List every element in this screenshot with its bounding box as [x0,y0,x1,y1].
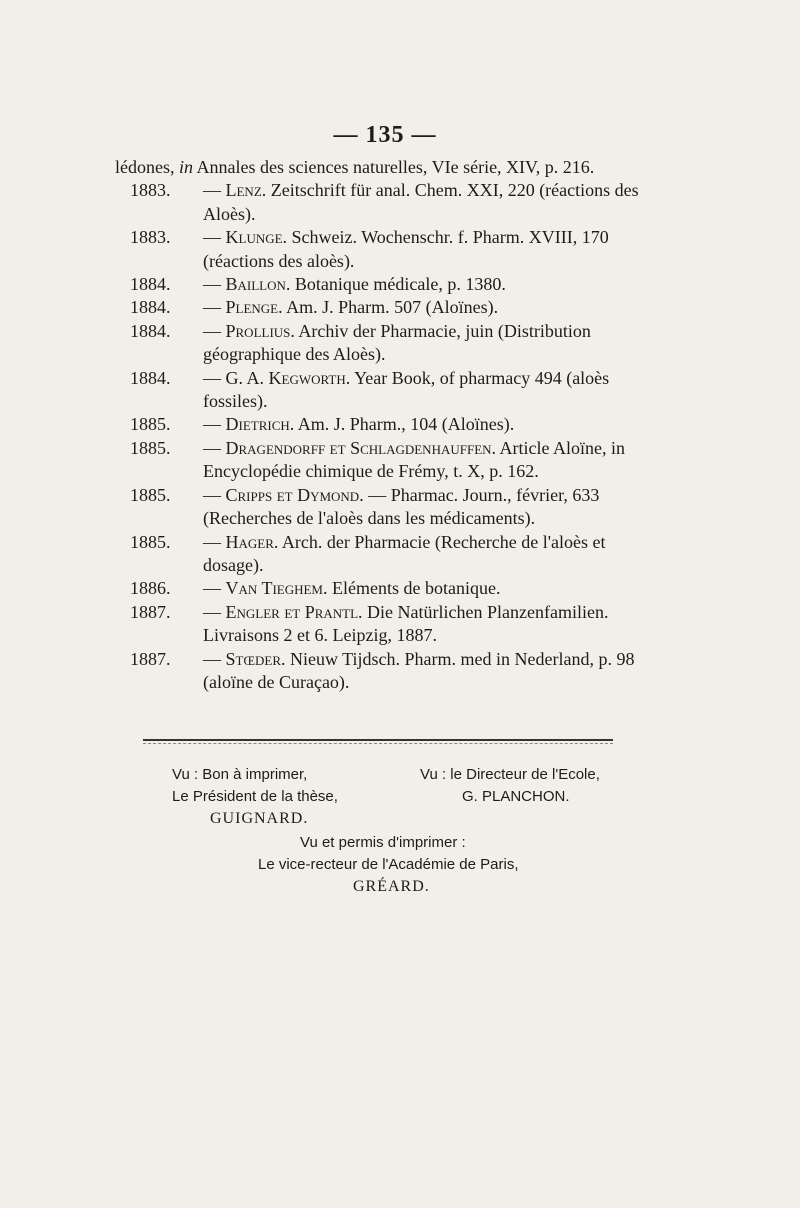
bibliography-entry [130,296,645,319]
entry-year: 1885. [130,414,171,435]
entry-text [203,437,645,484]
entry-author: Van Tieghem. [225,578,328,599]
entry-prefix: — [203,601,226,622]
entry-text [203,179,645,226]
divider-rule [143,739,613,741]
entry-citation: Archiv der Pharmacie, juin (Distribution géographique des Aloès). [203,320,591,365]
page-number: — 135 — [333,122,437,148]
entry-year: 1884. [130,274,171,295]
imprimatur-center-line1: Vu et permis d'imprimer : [300,834,466,851]
entry-author: Dietrich. [225,414,295,435]
entry-citation: Die Natürlichen Planzenfamilien. Livraisons 2 et 6. Leipzig, 1887. [203,601,609,646]
entry-citation: Nieuw Tijdsch. Pharm. med in Nederland, p. 98 (aloïne de Curaçao). [203,648,635,692]
entry-prefix: — [203,320,226,341]
entry-citation: Zeitschrift für anal. Chem. XXI, 220 (réactions des Aloès). [203,180,639,224]
entry-text [203,226,645,273]
entry-text [203,413,645,436]
entry-author: Hager. [225,531,279,552]
entry-prefix: — [203,484,226,505]
bibliography-entry [130,577,645,600]
imprimatur-left-line2: Le Président de la thèse, [172,788,338,805]
bibliography-entry [130,648,645,695]
imprimatur-block [0,762,800,912]
entry-text [203,577,645,600]
entry-prefix: — G. A. [203,367,269,388]
imprimatur-left-line1: Vu : Bon à imprimer, [172,766,308,783]
entry-citation: Arch. der Pharmacie (Recherche de l'aloès et dosage). [203,531,606,575]
continuation-text-after: Annales des sciences naturelles, VIe série, XIV, p. 216. [193,157,595,177]
entry-author: Dragendorff et Schlagdenhauffen. [225,437,497,458]
bibliography-entry [130,367,645,414]
continuation-entry [115,156,645,179]
entry-year: 1885. [130,531,171,552]
entry-prefix: — [203,274,226,295]
bibliography-entry [130,437,645,484]
entry-author: Baillon. [225,274,291,295]
entry-year: 1883. [130,180,171,201]
entry-prefix: — [203,437,226,458]
entry-citation: Year Book, of pharmacy 494 (aloès fossiles). [203,367,610,412]
entry-year: 1887. [130,648,171,669]
imprimatur-left-line3: GUIGNARD. [210,810,309,827]
bibliography-entry [130,320,645,367]
continuation-italic: in [178,157,193,177]
entry-prefix: — [203,227,226,248]
entry-year: 1886. [130,578,171,599]
entry-year: 1883. [130,227,171,248]
imprimatur-right-line2: G. PLANCHON. [462,788,570,805]
entry-text [115,156,645,179]
entry-citation: Botanique médicale, p. 1380. [290,274,506,295]
entry-year: 1884. [130,367,171,388]
entry-citation: Am. J. Pharm. 507 (Aloïnes). [282,297,499,318]
entry-year: 1885. [130,484,171,505]
entry-text [203,484,645,531]
entry-text [203,320,645,367]
entry-author: Cripps et Dymond. [225,484,364,505]
entry-prefix: — [203,648,226,669]
entry-citation: Eléments de botanique. [327,578,501,599]
bibliography-entry [130,413,645,436]
entry-author: Engler et Prantl. [225,601,363,622]
entry-list [130,179,645,694]
entry-author: Stœder. [225,648,286,669]
continuation-text-before: lédones, [115,157,179,177]
entry-author: Plenge. [225,297,283,318]
entry-text [203,296,645,319]
entry-prefix: — [203,414,226,435]
bibliography [115,156,645,694]
entry-text [203,601,645,648]
entry-prefix: — [203,297,226,318]
imprimatur-center-line3: GRÉARD. [353,878,430,895]
entry-text [203,648,645,695]
entry-citation: — Pharmac. Journ., février, 633 (Recherches de l'aloès dans les médicaments). [203,484,600,529]
entry-citation: Schweiz. Wochenschr. f. Pharm. XVIII, 170 (réactions des aloès). [203,227,609,271]
entry-author: Kegworth. [268,367,351,388]
entry-year: 1885. [130,437,171,458]
entry-citation: Am. J. Pharm., 104 (Aloïnes). [294,414,515,435]
entry-author: Prollius. [225,320,295,341]
entry-text [203,367,645,414]
entry-prefix: — [203,531,226,552]
entry-author: Klunge. [225,227,288,248]
bibliography-entry [130,484,645,531]
bibliography-entry [130,226,645,273]
entry-year: 1887. [130,601,171,622]
entry-text [203,531,645,578]
entry-text [203,273,645,296]
entry-year: 1884. [130,320,171,341]
entry-citation: Article Aloïne, in Encyclopédie chimique de Frémy, t. X, p. 162. [203,437,626,482]
bibliography-entry [130,179,645,226]
bibliography-entry [130,273,645,296]
imprimatur-center-line2: Le vice-recteur de l'Académie de Paris, [258,856,519,873]
imprimatur-right-line1: Vu : le Directeur de l'Ecole, [420,766,600,783]
bibliography-entry [130,531,645,578]
entry-prefix: — [203,578,226,599]
bibliography-entry [130,601,645,648]
entry-author: Lenz. [225,180,267,201]
entry-prefix: — [203,180,226,201]
entry-year: 1884. [130,297,171,318]
